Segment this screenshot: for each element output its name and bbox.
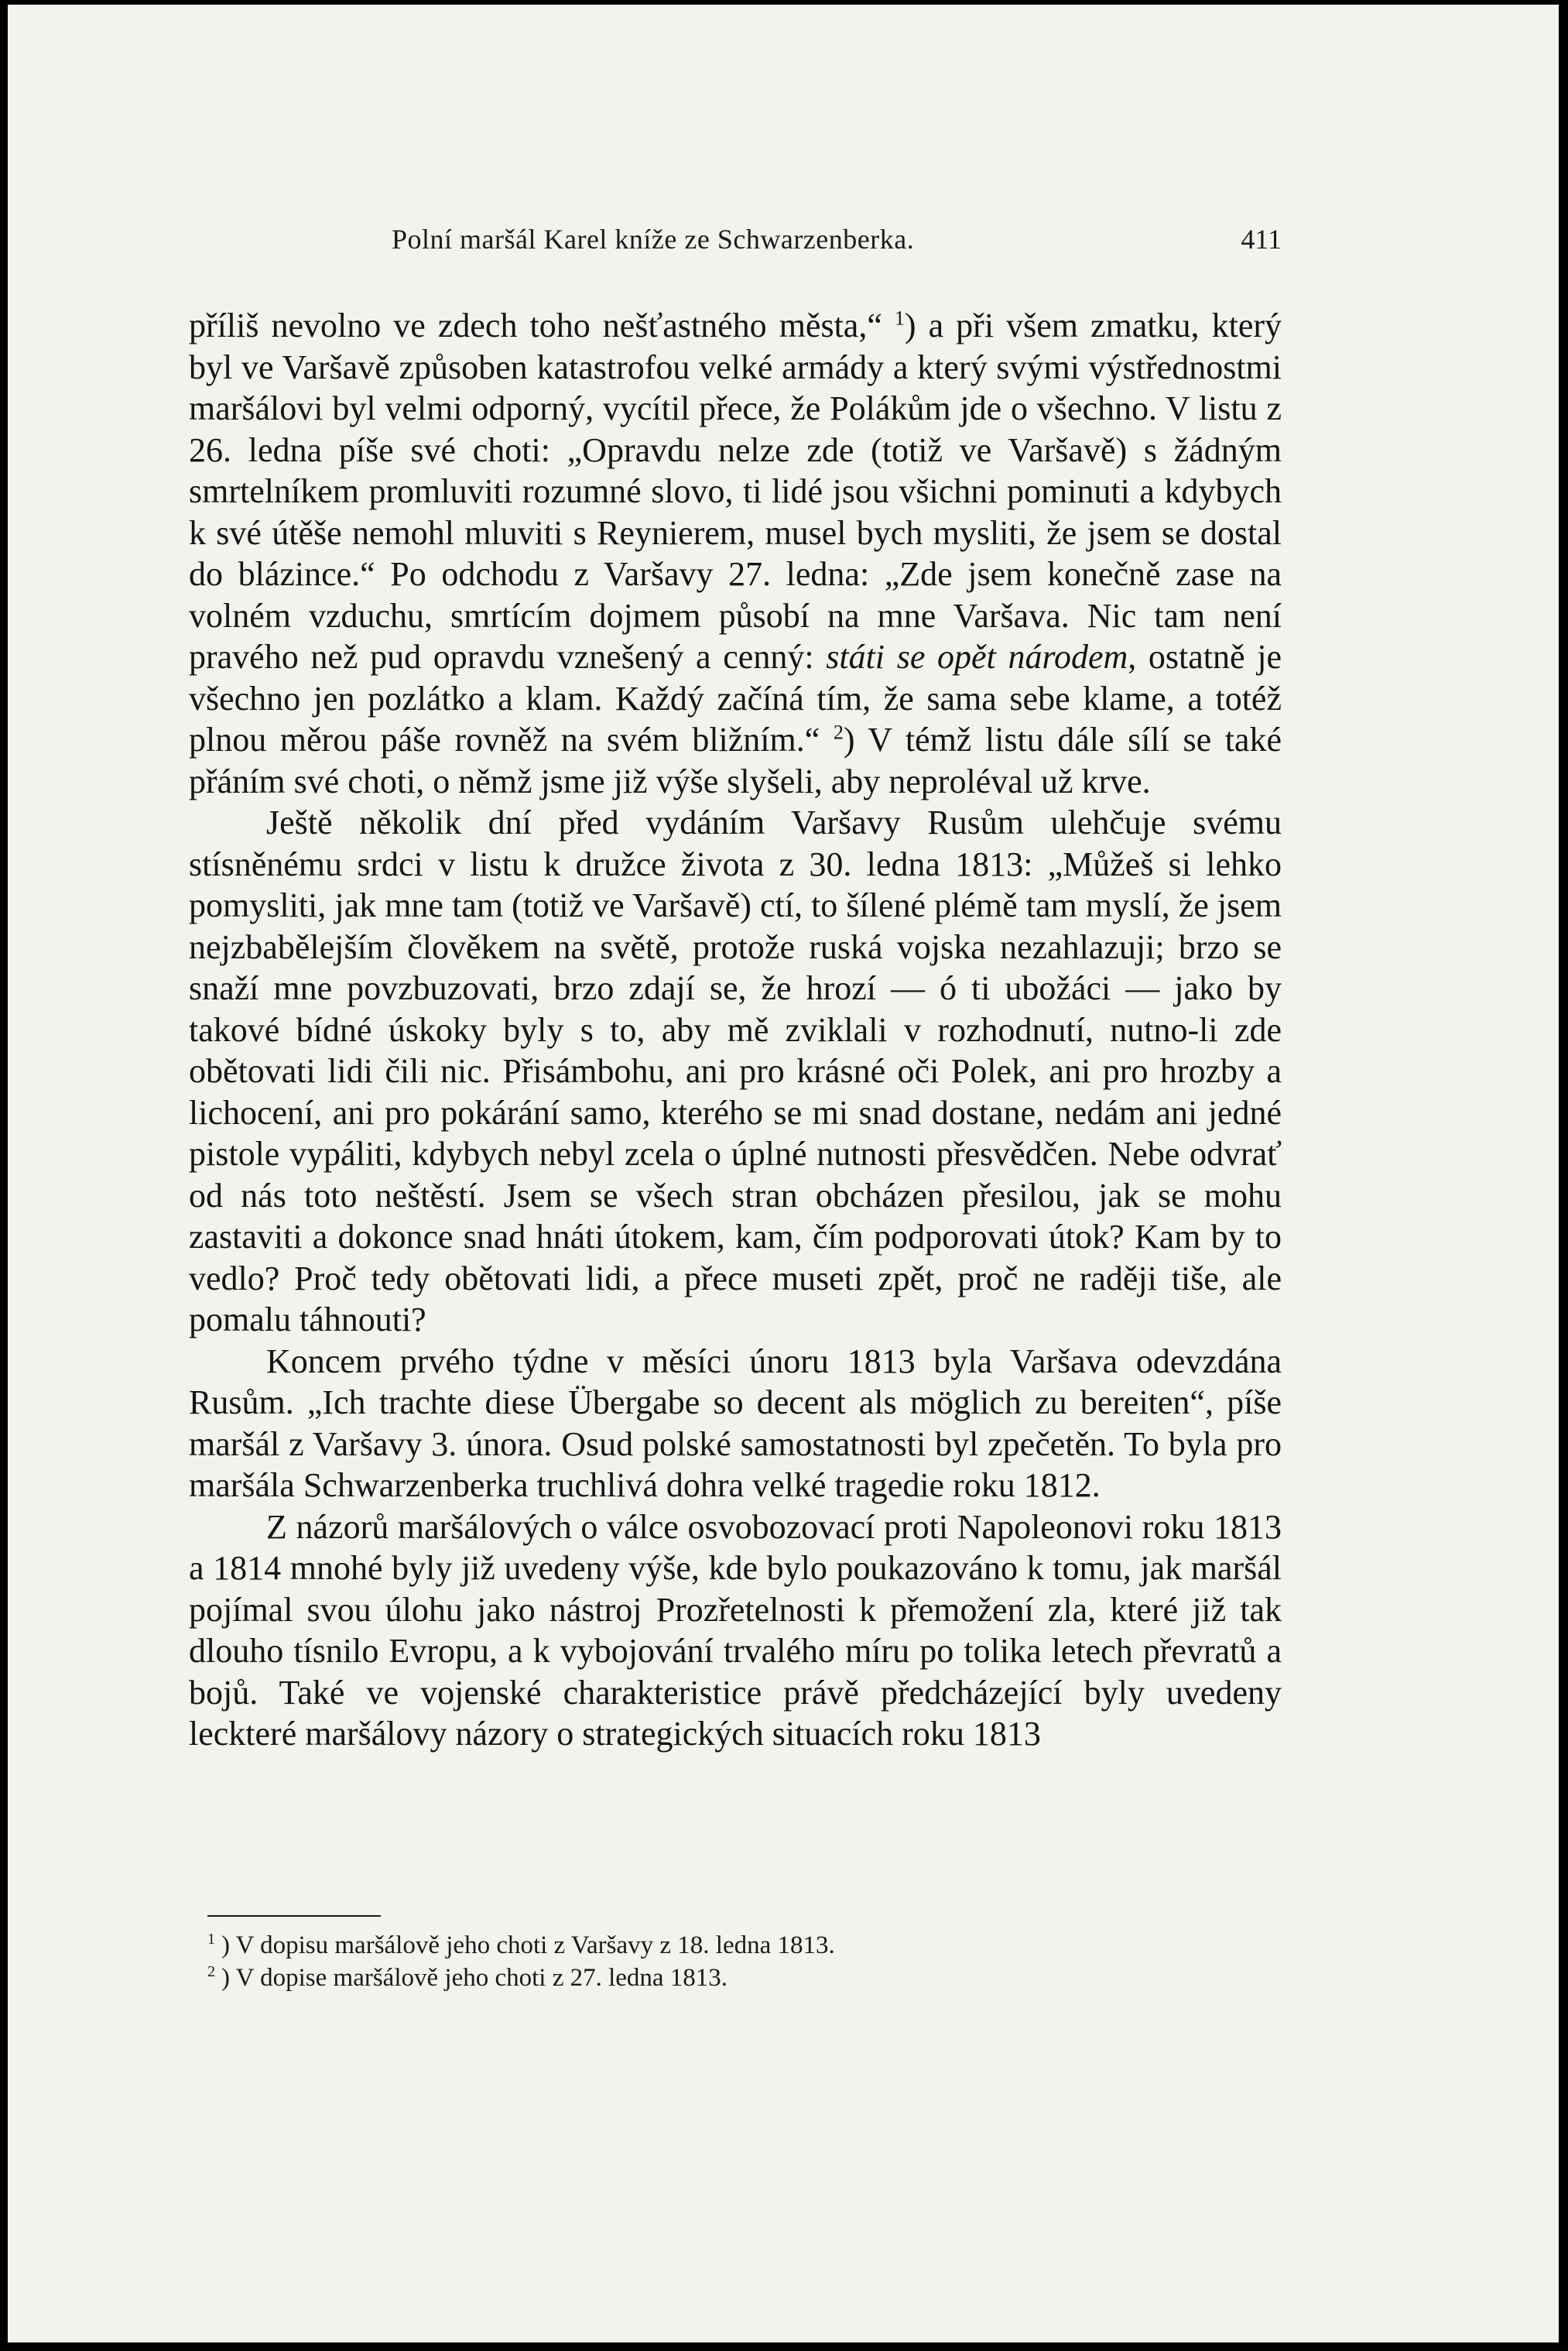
paragraph	[189, 305, 1282, 802]
footnote-rule	[207, 1915, 381, 1917]
paragraph-text: , ostatně je všechno jen pozlátko a klam. Každý začíná tím, že sama sebe klame, a totéž plnou měrou páše rovněž na svém bližním.“	[189, 638, 1282, 759]
emphasized-text: státi se opět národem	[826, 638, 1128, 676]
running-title: Polní maršál Karel kníže ze Schwarzenberka.	[392, 224, 915, 255]
page-number: 411	[1241, 224, 1282, 255]
footnotes	[207, 1929, 1282, 1994]
paragraph	[189, 1506, 1282, 1755]
footnote-mark: 1	[207, 1931, 215, 1948]
paragraph-text: Ještě několik dní před vydáním Varšavy Rusům ulehčuje svému stísněnému srdci v listu k družce života z 30. ledna 1813: „Můžeš si lehko pomysliti, jak mne tam (totiž ve Varšavě) ctí, to šílené plémě tam myslí, že jsem nejzbabělejším člověkem na světě, protože ruská vojska nezahlazuji; brzo se snaží mne povzbuzovati, brzo zdají se, že hrozí — ó ti ubožáci — jako by takové bídné úskoky byly s to, aby mě zviklali v rozhodnutí, nutno-li zde obětovati lidi čili nic. Přisámbohu, ani pro krásné oči Polek, ani pro hrozby a lichocení, ani pro pokárání samo, kterého se mi snad dostane, nedám ani jedné pistole vypáliti, kdybych nebyl zcela o úplné nutnosti přesvědčen. Nebe odvrať od nás toto neštěstí. Jsem se všech stran obcházen přesilou, jak se mohu zastaviti a dokonce snad hnáti útokem, kam, čím podporovati útok? Kam by to vedlo? Proč tedy obětovati lidi, a přece museti zpět, proč ne raději tiše, ale pomalu táhnouti?	[189, 804, 1282, 1338]
footnote	[207, 1962, 1282, 1994]
footnote	[207, 1929, 1282, 1962]
footnote-mark: 2	[207, 1963, 215, 1980]
paragraph-text: příliš nevolno ve zdech toho nešťastného města,“	[189, 307, 895, 344]
book-page	[8, 5, 1559, 2342]
footnote-reference: 1	[894, 307, 905, 330]
paragraph-text: Z názorů maršálových o válce osvobozovací proti Napoleonovi roku 1813 a 1814 mnohé byly již uvedeny výše, kde bylo poukazováno k tomu, jak maršál pojímal svou úlohu jako nástroj Prozřetelnosti k přemožení zla, které již tak dlouho tísnilo Evropu, a k vybojování trvalého míru po tolika letech převratů a bojů. Také ve vojenské charakteristice právě předcházející byly uvedeny leckteré maršálovy názory o strategických situacích roku 1813	[189, 1507, 1282, 1753]
running-header	[189, 223, 1282, 262]
paragraph-text: ) V témž listu dále sílí se také přáním své choti, o němž jsme již výše slyšeli, aby neproléval už krve.	[189, 721, 1282, 800]
footnote-reference: 2	[833, 721, 844, 744]
footnote-text: ) V dopisu maršálově jeho choti z Varšavy z 18. ledna 1813.	[221, 1931, 835, 1959]
paragraph-text: ) a při všem zmatku, který byl ve Varšavě způsoben katastrofou velké armády a který svými výstřednostmi maršálovi byl velmi odporný, vycítil přece, že Polákům jde o všechno. V listu z 26. ledna píše své choti: „Opravdu nelze zde (totiž ve Varšavě) s žádným smrtelníkem promluviti rozumné slovo, ti lidé jsou všichni pominuti a kdybych k své útěše nemohl mluviti s Reynierem, musel bych mysliti, že jsem se dostal do blázince.“ Po odchodu z Varšavy 27. ledna: „Zde jsem konečně zase na volném vzduchu, smrtícím dojmem působí na mne Varšava. Nic tam není pravého než pud opravdu vznešený a cenný:	[189, 307, 1282, 676]
footnote-text: ) V dopise maršálově jeho choti z 27. ledna 1813.	[221, 1964, 728, 1992]
body-text	[189, 305, 1282, 1755]
paragraph	[189, 1341, 1282, 1506]
paragraph	[189, 802, 1282, 1341]
paragraph-text: Koncem prvého týdne v měsíci únoru 1813 byla Varšava odevzdána Rusům. „Ich trachte diese Übergabe so decent als möglich zu bereiten“, píše maršál z Varšavy 3. února. Osud polské samostatnosti byl zpečetěn. To byla pro maršála Schwarzenberka truchlivá dohra velké tragedie roku 1812.	[189, 1342, 1282, 1504]
